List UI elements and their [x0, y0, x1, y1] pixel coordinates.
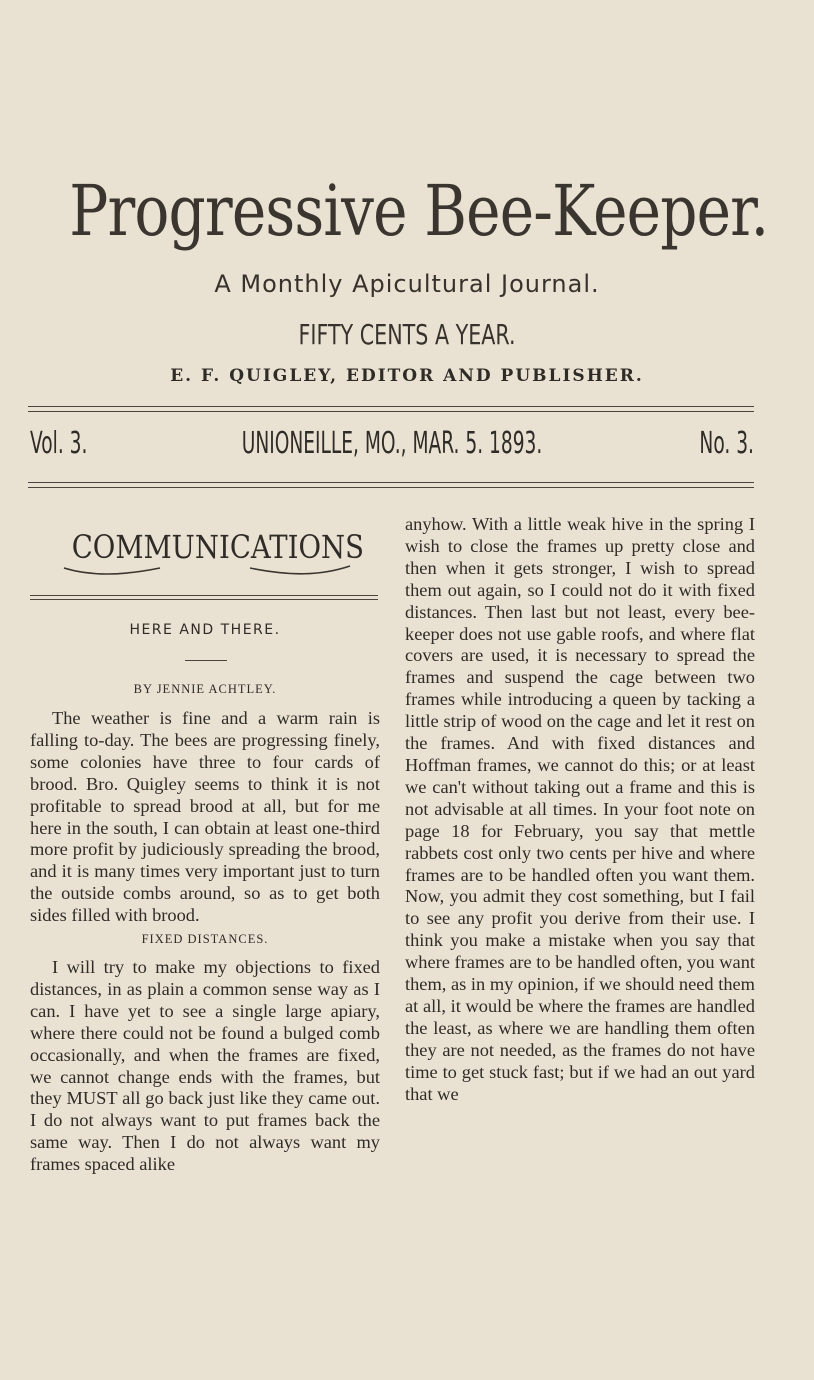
section-rule-1 — [30, 595, 378, 596]
section-rule-2 — [30, 599, 378, 600]
subheading-fixed-distances: FIXED DISTANCES. — [141, 932, 269, 947]
top-rule-2 — [28, 411, 754, 412]
right-column — [405, 514, 755, 1105]
article-byline: BY JENNIE ACHTLEY. — [133, 682, 277, 696]
subscription-price: FIFTY CENTS A YEAR. — [298, 318, 516, 351]
issue-number: No. 3. — [699, 426, 754, 461]
top-rule-1 — [28, 406, 754, 407]
mid-rule-1 — [28, 482, 754, 483]
article-title: HERE AND THERE. — [129, 622, 281, 638]
paragraph-2: I will try to make my objections to fixed distances, in as plain a common sense way as I can. I have yet to see a single large apiary, where there could not be found a bulged comb occasionally, and when the frames are fixed, we cannot change ends with the frames, but they MUST all go back just like they came out. I do not always want to put frames back the same way. Then I do not always want my frames spaced alike — [30, 956, 380, 1175]
section-heading-text: COMMUNICATIONS — [71, 528, 364, 566]
section-heading — [50, 522, 364, 578]
masthead-subtitle: A Monthly Apicultural Journal. — [214, 270, 600, 298]
paragraph-1: The weather is fine and a warm rain is falling to-day. The bees are progressing finely, some colonies have three to four cards of brood. Bro. Quigley seems to think it is not profitable to spread brood at all, but for me here in the south, I can obtain at least one-third more profit by judiciously spreading the brood, and it is many times very important just to turn the outside combs around, so as to get both sides filled with brood. — [30, 708, 380, 926]
title-divider — [185, 660, 227, 661]
place-date: UNIONEILLE, MO., MAR. 5. 1893. — [241, 426, 543, 461]
editor-line: E. F. QUIGLEY, EDITOR AND PUBLISHER. — [170, 366, 644, 386]
mid-rule-2 — [28, 487, 754, 488]
masthead-title: Progressive Bee-Keeper. — [69, 170, 769, 252]
paragraph-3: anyhow. With a little weak hive in the spring I wish to close the frames up pretty close and then when it gets stronger, I wish to spread them out again, so I could not do it with fixed distances. Then last but not least, every bee-keeper does not use gable roofs, and where flat covers are used, it is necessary to spread the frames and suspend the cage between two frames while introducing a queen by tacking a little strip of wood on the cage and let it rest on the frames. And with fixed distances and Hoffman frames, we cannot do this; or at least we can't without taking out a frame and this is not advisable at all times. In your foot note on page 18 for February, you say that mettle rabbets cost only two cents per hive and where frames are to be handled often you want them. Now, you admit they cost something, but I fail to see any profit you derive from their use. I think you make a mistake when you say that where frames are to be handled often, you want them, as in my opinion, if we should need them at all, it would be where the frames are handled the least, as where we are handling them often they are not needed, as the frames do not have time to get stuck fast; but if we had an out yard that we — [405, 514, 755, 1104]
flourish-ornament — [50, 562, 360, 578]
left-column — [30, 708, 380, 1176]
issue-line — [30, 426, 754, 466]
volume-label: Vol. 3. — [30, 426, 88, 461]
